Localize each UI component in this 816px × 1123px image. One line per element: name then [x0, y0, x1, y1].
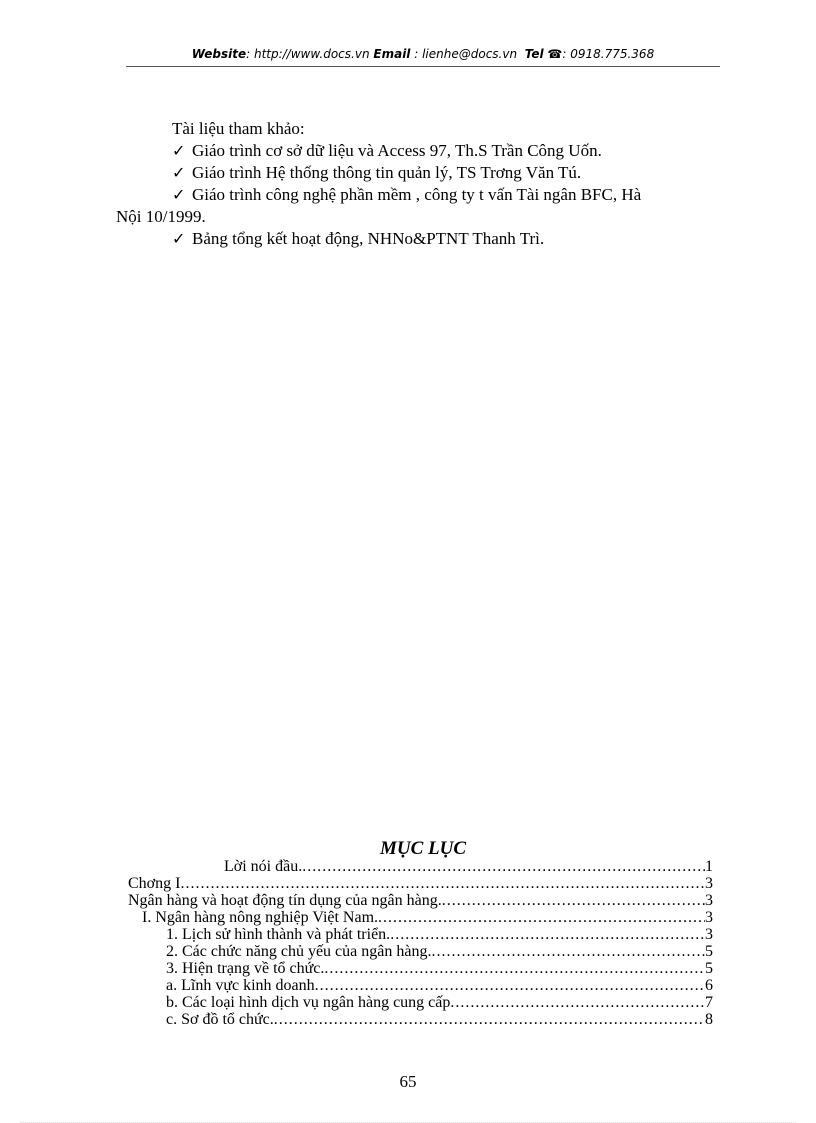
toc-leader: [315, 977, 705, 994]
toc-entry[interactable]: 1. Lịch sử hình thành và phát triển. ..... 3: [128, 926, 713, 943]
page-header: [126, 47, 720, 65]
toc-leader: [390, 926, 705, 943]
toc-entry[interactable]: I. Ngân hàng nông nghiệp Việt Nam. ..... 3: [128, 909, 713, 926]
email-label: Email: [373, 47, 411, 61]
reference-item: ✓ Giáo trình công nghệ phần mềm , công ty t vấn Tài ngân BFC, Hà: [172, 185, 642, 204]
toc-leader: [302, 858, 705, 875]
tel-label: Tel: [524, 47, 544, 61]
toc-entry[interactable]: 2. Các chức năng chủ yếu của ngân hàng. ..... 5: [128, 943, 713, 960]
toc-entry[interactable]: a. Lĩnh vực kinh doanh ..... 6: [128, 977, 713, 994]
toc-leader: [378, 909, 705, 926]
references-title: Tài liệu tham khảo:: [172, 119, 305, 138]
toc-leader: [180, 875, 705, 892]
page-number: 65: [399, 1072, 417, 1091]
toc-leader: [324, 960, 705, 977]
toc-leader: [442, 892, 705, 909]
toc-entry[interactable]: 3. Hiện trạng về tổ chức. ..... 5: [128, 960, 713, 977]
toc-leader: [450, 994, 705, 1011]
reference-item-continuation: Nội 10/1999.: [116, 207, 206, 226]
website-value: : http://www.docs.vn: [246, 47, 370, 61]
references-section: [116, 118, 720, 250]
toc-entry[interactable]: c. Sơ đồ tổ chức. ..... 8: [128, 1011, 713, 1028]
website-label: Website: [191, 47, 247, 61]
checkmark-icon: ✓: [172, 163, 186, 182]
tel-value: ☎: 0918.775.368: [543, 47, 655, 61]
checkmark-icon: ✓: [172, 229, 186, 248]
toc-entry[interactable]: Ngân hàng và hoạt động tín dụng của ngân hàng. ..... 3: [128, 892, 713, 909]
header-divider: [126, 66, 720, 67]
toc-leader: [274, 1011, 705, 1028]
checkmark-icon: ✓: [172, 185, 186, 204]
reference-item: ✓ Giáo trình cơ sở dữ liệu và Access 97, Th.S Trần Công Uốn.: [172, 141, 602, 160]
checkmark-icon: ✓: [172, 141, 186, 160]
reference-item: ✓ Giáo trình Hệ thống thông tin quản lý, TS Trơng Văn Tú.: [172, 163, 582, 182]
table-of-contents: [128, 858, 713, 1028]
toc-entry[interactable]: Lời nói đầu. ..... 1: [128, 858, 713, 875]
toc-leader: [431, 943, 705, 960]
toc-entry[interactable]: Chơng I ..... 3: [128, 875, 713, 892]
toc-title: MỤC LỤC: [379, 838, 467, 859]
reference-item: ✓ Bảng tổng kết hoạt động, NHNo&PTNT Thanh Trì.: [172, 229, 545, 248]
toc-entry[interactable]: b. Các loại hình dịch vụ ngân hàng cung cấp ..... 7: [128, 994, 713, 1011]
email-value: : lienhe@docs.vn: [410, 47, 518, 61]
